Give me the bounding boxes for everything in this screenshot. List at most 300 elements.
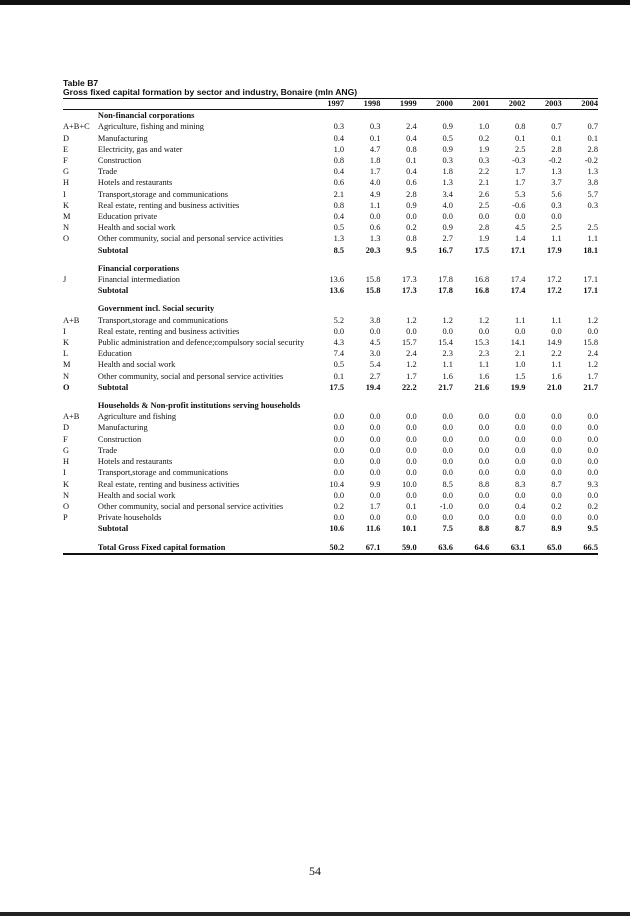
value-cell: 17.8: [438, 275, 453, 285]
subtotal-row: [63, 245, 598, 256]
value-cell: 1.7: [369, 501, 381, 511]
section-code-cell: [63, 303, 98, 314]
value-cell: 1.2: [478, 315, 490, 325]
table-row: [63, 501, 598, 512]
value-cell: 5.2: [333, 315, 345, 325]
industry-label: Manufacturing: [97, 133, 148, 143]
value-cell: 0.0: [514, 326, 526, 336]
value-cell: 17.1: [583, 286, 598, 296]
industry-label: Other community, social and personal service activities: [97, 371, 284, 381]
value-cell: 4.0: [369, 178, 381, 188]
value-cell: 0.0: [333, 445, 345, 455]
industry-code: O: [63, 501, 70, 511]
year-header: 2003: [525, 98, 561, 110]
value-cell: 0.0: [587, 326, 598, 336]
value-cell: 0.0: [551, 490, 562, 500]
value-cell: 0.0: [333, 412, 345, 422]
value-cell: 0.4: [406, 133, 417, 143]
total-label: Total Gross Fixed capital formation: [98, 542, 308, 554]
value-cell: 0.0: [514, 434, 526, 444]
page-bottom-border: [0, 912, 630, 916]
value-cell: 8.5: [333, 245, 345, 255]
table-row: [63, 359, 598, 370]
table-row: [63, 337, 598, 348]
value-cell: 17.1: [583, 275, 598, 285]
table-row: [63, 222, 598, 233]
value-cell: 8.3: [514, 479, 526, 489]
value-cell: 0.6: [406, 178, 417, 188]
year-header: 2000: [417, 98, 453, 110]
value-cell: 0.1: [551, 133, 562, 143]
total-value: 66.5: [562, 542, 598, 554]
table-row: [63, 456, 598, 467]
value-cell: 2.7: [369, 371, 381, 381]
value-cell: 10.6: [329, 524, 345, 534]
value-cell: 15.8: [365, 275, 381, 285]
value-cell: 0.0: [587, 445, 598, 455]
value-cell: 0.0: [587, 434, 598, 444]
value-cell: 0.0: [406, 513, 417, 523]
subtotal-row: [63, 285, 598, 296]
year-header: 2004: [562, 98, 598, 110]
year-header: 1999: [380, 98, 416, 110]
value-cell: 0.0: [587, 423, 598, 433]
table-row: [63, 434, 598, 445]
value-cell: 0.0: [406, 468, 417, 478]
industry-label: Subtotal: [97, 245, 129, 255]
value-cell: 0.0: [478, 513, 490, 523]
value-cell: 15.8: [583, 338, 598, 348]
industry-label: Electricity, gas and water: [97, 144, 183, 154]
value-cell: 0.0: [369, 468, 381, 478]
value-cell: 0.0: [551, 326, 562, 336]
value-cell: -0.2: [584, 156, 598, 166]
value-cell: 9.5: [406, 245, 417, 255]
value-cell: 0.0: [478, 445, 490, 455]
value-cell: 0.0: [478, 490, 490, 500]
value-cell: 4.5: [369, 338, 381, 348]
total-value: 63.6: [417, 542, 453, 554]
industry-label: Hotels and restaurants: [97, 457, 173, 467]
value-cell: 1.0: [514, 360, 526, 370]
value-cell: 0.4: [406, 167, 417, 177]
value-cell: 2.4: [406, 122, 417, 132]
value-cell: 2.7: [442, 234, 453, 244]
table-row: [63, 177, 598, 188]
value-cell: 0.0: [514, 490, 526, 500]
value-cell: 1.4: [514, 234, 526, 244]
table-row: [63, 166, 598, 177]
table-row: [63, 315, 598, 326]
value-cell: 1.9: [478, 234, 490, 244]
value-cell: 0.3: [333, 122, 345, 132]
industry-label: Education private: [97, 212, 158, 222]
total-value: 65.0: [525, 542, 561, 554]
value-cell: 0.0: [478, 412, 490, 422]
total-value: 63.1: [489, 542, 525, 554]
year-header: 1998: [344, 98, 380, 110]
value-cell: 8.8: [478, 524, 490, 534]
value-cell: 19.9: [510, 382, 526, 392]
value-cell: 18.1: [583, 245, 598, 255]
value-cell: 0.1: [514, 133, 526, 143]
industry-label: Education: [97, 349, 132, 359]
value-cell: 0.0: [514, 445, 526, 455]
value-cell: 0.2: [333, 501, 345, 511]
value-cell: -0.2: [548, 156, 562, 166]
value-cell: 0.0: [406, 326, 417, 336]
industry-code: D: [63, 133, 70, 143]
industry-label: Private households: [97, 513, 162, 523]
value-cell: 1.6: [478, 371, 490, 381]
value-cell: 3.8: [369, 315, 381, 325]
industry-label: Public administration and defence;compulsory social security: [97, 338, 305, 348]
industry-label: Health and social work: [97, 223, 176, 233]
value-cell: 2.3: [442, 349, 453, 359]
value-cell: 0.0: [369, 513, 381, 523]
value-cell: 5.7: [587, 189, 598, 199]
value-cell: 3.8: [587, 178, 598, 188]
industry-label: Construction: [97, 434, 142, 444]
value-cell: 3.7: [551, 178, 562, 188]
value-cell: 15.3: [474, 338, 490, 348]
table-row: [63, 274, 598, 285]
value-cell: 0.0: [369, 457, 381, 467]
value-cell: 9.9: [369, 479, 381, 489]
value-cell: 0.0: [369, 412, 381, 422]
value-cell: 0.9: [406, 200, 417, 210]
value-cell: 17.5: [474, 245, 490, 255]
value-cell: 0.4: [333, 212, 345, 222]
value-cell: 17.2: [547, 286, 562, 296]
table-row: [63, 144, 598, 155]
section-heading: Non-financial corporations: [97, 111, 195, 121]
value-cell: 0.0: [442, 212, 453, 222]
section-heading: Government incl. Social security: [97, 304, 215, 314]
table-title: Gross fixed capital formation by sector and industry, Bonaire (mln ANG): [63, 87, 598, 99]
table-row: [63, 422, 598, 433]
value-cell: 0.0: [333, 513, 345, 523]
value-cell: 1.2: [406, 360, 417, 370]
value-cell: 0.0: [587, 457, 598, 467]
value-cell: 0.3: [442, 156, 453, 166]
value-cell: 2.4: [406, 349, 417, 359]
value-cell: 1.7: [587, 371, 598, 381]
value-cell: 0.0: [478, 212, 490, 222]
value-cell: 2.8: [551, 144, 562, 154]
value-cell: 8.9: [551, 524, 562, 534]
section-heading-row: [63, 303, 598, 314]
value-cell: 21.7: [438, 382, 453, 392]
value-cell: 0.0: [442, 445, 453, 455]
table-row: [63, 121, 598, 132]
value-cell: 1.6: [551, 371, 562, 381]
value-cell: 0.0: [514, 513, 526, 523]
subtotal-row: [63, 382, 598, 393]
value-cell: 2.3: [478, 349, 490, 359]
value-cell: 2.5: [587, 223, 598, 233]
industry-code: A+B: [63, 412, 80, 422]
total-code-cell: [63, 542, 98, 554]
value-cell: 0.0: [514, 423, 526, 433]
section-code-cell: [63, 400, 98, 411]
value-cell: 0.0: [333, 326, 345, 336]
value-cell: 1.1: [551, 360, 562, 370]
value-cell: 5.3: [514, 189, 526, 199]
industry-code: I: [63, 468, 66, 478]
value-cell: 0.3: [551, 200, 562, 210]
value-cell: 1.1: [551, 234, 562, 244]
industry-code: K: [63, 479, 70, 489]
section-code-cell: [63, 110, 98, 122]
value-cell: 8.5: [442, 479, 453, 489]
value-cell: 0.0: [369, 445, 381, 455]
value-cell: 0.6: [333, 178, 345, 188]
value-cell: 0.5: [333, 360, 345, 370]
value-cell: 0.5: [333, 223, 345, 233]
value-cell: 0.0: [587, 490, 598, 500]
industry-code: N: [63, 371, 70, 381]
value-cell: 1.2: [406, 315, 417, 325]
value-cell: 0.1: [406, 156, 417, 166]
value-cell: 2.5: [514, 144, 526, 154]
industry-code: J: [63, 275, 67, 285]
year-header: 1997: [308, 98, 344, 110]
value-cell: 0.0: [369, 212, 381, 222]
value-cell: 7.5: [442, 524, 453, 534]
value-cell: 1.2: [442, 315, 453, 325]
value-cell: 0.0: [551, 513, 562, 523]
spacer-cell: [63, 256, 598, 263]
value-cell: 5.6: [551, 189, 562, 199]
header-label: [98, 98, 308, 110]
value-cell: 0.0: [514, 212, 526, 222]
value-cell: 2.1: [478, 178, 490, 188]
industry-code: G: [63, 167, 70, 177]
value-cell: 2.8: [587, 144, 598, 154]
value-cell: 0.0: [514, 412, 526, 422]
page-top-border: [0, 0, 630, 5]
value-cell: 17.4: [510, 286, 526, 296]
spacer-row: [63, 535, 598, 542]
value-cell: 8.7: [514, 524, 526, 534]
header-code: [63, 98, 98, 110]
industry-code: E: [63, 144, 69, 154]
industry-label: Real estate, renting and business activities: [97, 479, 240, 489]
spacer-row: [63, 256, 598, 263]
value-cell: 0.8: [406, 144, 417, 154]
industry-label: Financial intermediation: [97, 275, 180, 285]
industry-code: G: [63, 445, 70, 455]
value-cell: 0.0: [587, 468, 598, 478]
value-cell: 0.0: [442, 412, 453, 422]
value-cell: 1.0: [333, 144, 345, 154]
industry-label: Agriculture, fishing and mining: [97, 122, 204, 132]
value-cell: 1.1: [369, 200, 381, 210]
value-cell: 2.1: [514, 349, 526, 359]
value-cell: 16.8: [474, 275, 490, 285]
value-cell: 0.0: [333, 423, 345, 433]
value-cell: 4.0: [442, 200, 453, 210]
value-cell: 0.2: [406, 223, 417, 233]
value-cell: 0.3: [369, 122, 381, 132]
value-cell: 0.0: [551, 468, 562, 478]
header-row: [63, 98, 598, 110]
value-cell: 1.8: [369, 156, 381, 166]
value-cell: 5.4: [369, 360, 381, 370]
value-cell: 17.9: [547, 245, 562, 255]
value-cell: 0.0: [478, 434, 490, 444]
value-cell: 0.0: [442, 457, 453, 467]
value-cell: 1.7: [406, 371, 417, 381]
industry-code: F: [63, 156, 68, 166]
table-row: [63, 490, 598, 501]
industry-label: Manufacturing: [97, 423, 148, 433]
industry-code: O: [63, 234, 70, 244]
value-cell: 0.3: [587, 200, 598, 210]
total-value: 59.0: [380, 542, 416, 554]
spacer-cell: [63, 296, 598, 303]
spacer-cell: [63, 535, 598, 542]
value-cell: 1.2: [587, 360, 598, 370]
value-cell: 0.0: [551, 412, 562, 422]
total-value: 67.1: [344, 542, 380, 554]
value-cell: 1.9: [478, 144, 490, 154]
total-value: 64.6: [453, 542, 489, 554]
industry-label: Real estate, renting and business activities: [97, 326, 240, 336]
industry-label: Agriculture and fishing: [97, 412, 177, 422]
value-cell: 14.1: [510, 338, 526, 348]
value-cell: 17.4: [510, 275, 526, 285]
value-cell: 0.2: [478, 133, 490, 143]
value-cell: 0.0: [406, 412, 417, 422]
value-cell: 0.9: [442, 144, 453, 154]
value-cell: 1.3: [551, 167, 562, 177]
industry-code: P: [63, 513, 68, 523]
value-cell: 13.6: [329, 286, 345, 296]
table-row: [63, 479, 598, 490]
value-cell: 17.5: [329, 382, 345, 392]
value-cell: 0.0: [514, 457, 526, 467]
value-cell: 1.1: [587, 234, 598, 244]
value-cell: 1.8: [442, 167, 453, 177]
value-cell: 1.5: [514, 371, 526, 381]
value-cell: 1.2: [587, 315, 598, 325]
value-cell: 16.7: [438, 245, 453, 255]
value-cell: 0.0: [478, 423, 490, 433]
industry-label: Transport,storage and communications: [97, 315, 229, 325]
industry-code: K: [63, 338, 70, 348]
value-cell: 7.4: [333, 349, 345, 359]
industry-label: Health and social work: [97, 360, 176, 370]
value-cell: 21.6: [474, 382, 490, 392]
value-cell: 0.0: [406, 212, 417, 222]
industry-code: O: [63, 382, 70, 392]
industry-label: Hotels and restaurants: [97, 178, 173, 188]
value-cell: 0.0: [442, 513, 453, 523]
table-row: [63, 211, 598, 222]
value-cell: 22.2: [401, 382, 417, 392]
table-row: [63, 326, 598, 337]
value-cell: 0.9: [442, 223, 453, 233]
value-cell: 20.3: [365, 245, 381, 255]
value-cell: 10.0: [401, 479, 417, 489]
table-row: [63, 348, 598, 359]
industry-code: [63, 285, 98, 296]
value-cell: 1.3: [369, 234, 381, 244]
value-cell: 4.5: [514, 223, 526, 233]
value-cell: 1.1: [478, 360, 490, 370]
section-heading: Households & Non-profit institutions serving households: [97, 401, 301, 411]
value-cell: 0.8: [333, 156, 345, 166]
value-cell: 0.0: [551, 423, 562, 433]
value-cell: 0.2: [587, 501, 598, 511]
value-cell: 2.5: [478, 200, 490, 210]
value-cell: 1.7: [369, 167, 381, 177]
value-cell: 15.8: [365, 286, 381, 296]
value-cell: 13.6: [329, 275, 345, 285]
value-cell: 0.0: [369, 490, 381, 500]
value-cell: 4.9: [369, 189, 381, 199]
industry-label: Trade: [97, 445, 118, 455]
value-cell: 0.0: [478, 501, 490, 511]
value-cell: 0.8: [333, 200, 345, 210]
industry-code: M: [63, 212, 71, 222]
value-cell: 9.5: [587, 524, 598, 534]
industry-code: N: [63, 490, 70, 500]
value-cell: [562, 211, 598, 222]
industry-label: Trade: [97, 167, 118, 177]
industry-code: H: [63, 457, 70, 467]
industry-label: Real estate, renting and business activities: [97, 200, 240, 210]
value-cell: 0.8: [406, 234, 417, 244]
spacer-row: [63, 296, 598, 303]
value-cell: 2.2: [551, 349, 562, 359]
value-cell: 0.1: [369, 133, 381, 143]
value-cell: 2.8: [406, 189, 417, 199]
table-row: [63, 512, 598, 523]
value-cell: 0.1: [333, 371, 345, 381]
value-cell: 0.7: [587, 122, 598, 132]
value-cell: 0.0: [406, 490, 417, 500]
value-cell: 0.0: [551, 445, 562, 455]
value-cell: 0.6: [369, 223, 381, 233]
value-cell: 0.0: [551, 212, 562, 222]
value-cell: 16.8: [474, 286, 490, 296]
value-cell: 17.8: [438, 286, 453, 296]
value-cell: 3.4: [442, 189, 453, 199]
value-cell: 0.4: [514, 501, 526, 511]
industry-code: [63, 245, 98, 256]
industry-label: Transport,storage and communications: [97, 189, 229, 199]
section-heading-row: [63, 263, 598, 274]
value-cell: 2.1: [333, 189, 345, 199]
value-cell: 0.4: [333, 167, 345, 177]
value-cell: 2.5: [551, 223, 562, 233]
value-cell: 1.1: [442, 360, 453, 370]
value-cell: 0.0: [551, 457, 562, 467]
value-cell: 0.2: [551, 501, 562, 511]
table-label: Table B7: [63, 78, 99, 88]
value-cell: 0.0: [442, 434, 453, 444]
value-cell: 17.3: [401, 286, 417, 296]
table-row: [63, 445, 598, 456]
value-cell: 8.8: [478, 479, 490, 489]
value-cell: 0.0: [406, 445, 417, 455]
value-cell: 1.7: [514, 167, 526, 177]
value-cell: 4.3: [333, 338, 345, 348]
table-row: [63, 133, 598, 144]
